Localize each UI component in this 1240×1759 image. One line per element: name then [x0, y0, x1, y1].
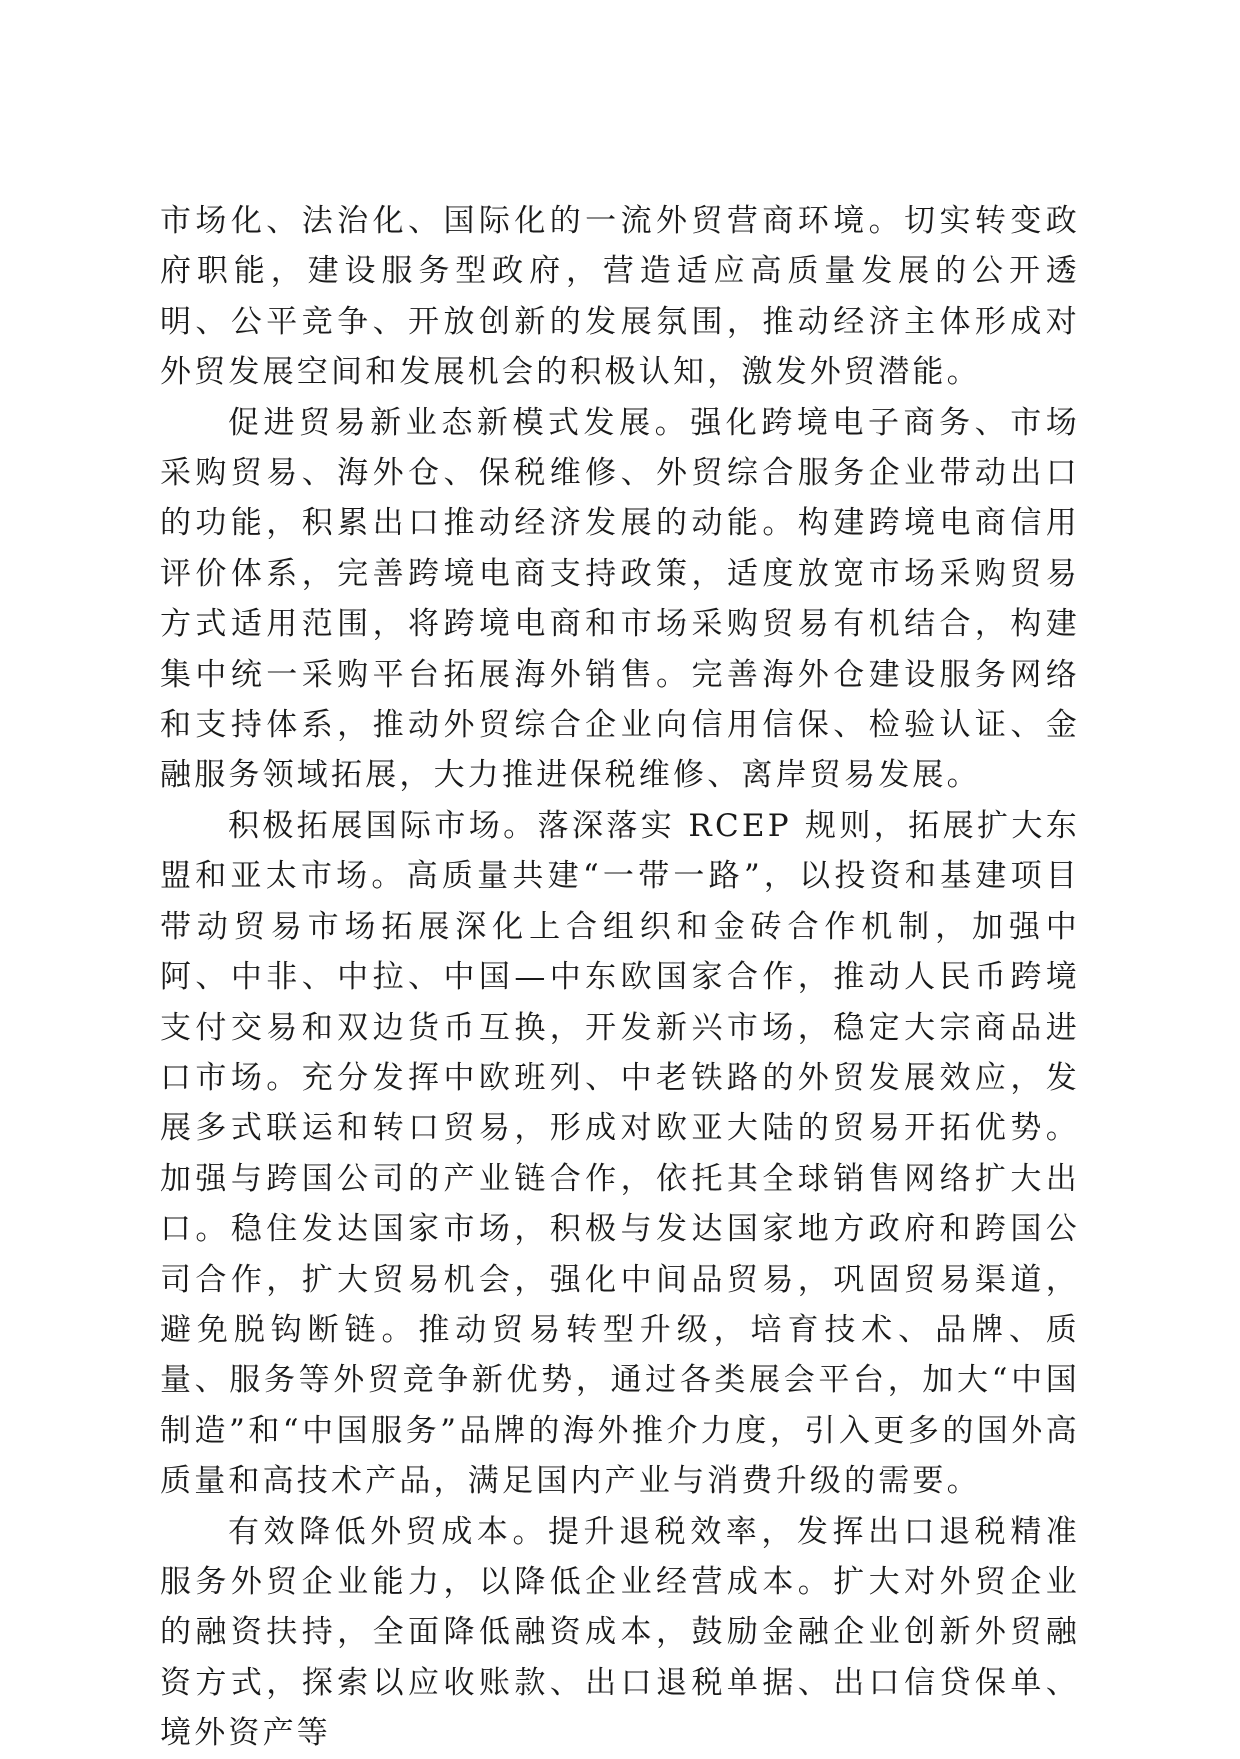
document-body — [160, 196, 1080, 1759]
paragraph-new-trade-models: 促进贸易新业态新模式发展。强化跨境电子商务、市场采购贸易、海外仓、保税维修、外贸综合服务企业带动出口的功能，积累出口推动经济发展的动能。构建跨境电商信用评价体系，完善跨境电商支持政策，适度放宽市场采购贸易方式适用范围，将跨境电商和市场采购贸易有机结合，构建集中统一采购平台拓展海外销售。完善海外仓建设服务网络和支持体系，推动外贸综合企业向信用信保、检验认证、金融服务领域拓展，大力推进保税维修、离岸贸易发展。 — [160, 404, 1080, 794]
paragraph-international-markets: 积极拓展国际市场。落深落实 RCEP 规则，拓展扩大东盟和亚太市场。高质量共建“一带一路”，以投资和基建项目带动贸易市场拓展深化上合组织和金砖合作机制，加强中阿、中非、中拉、中国—中东欧国家合作，推动人民币跨境支付交易和双边货币互换，开发新兴市场，稳定大宗商品进口市场。充分发挥中欧班列、中老铁路的外贸发展效应，发展多式联运和转口贸易，形成对欧亚大陆的贸易开拓优势。加强与跨国公司的产业链合作，依托其全球销售网络扩大出口。稳住发达国家市场，积极与发达国家地方政府和跨国公司合作，扩大贸易机会，强化中间品贸易，巩固贸易渠道，避免脱钩断链。推动贸易转型升级，培育技术、品牌、质量、服务等外贸竞争新优势，通过各类展会平台，加大“中国制造”和“中国服务”品牌的海外推介力度，引入更多的国外高质量和高技术产品，满足国内产业与消费升级的需要。 — [160, 807, 1080, 1500]
paragraph-continuation: 市场化、法治化、国际化的一流外贸营商环境。切实转变政府职能，建设服务型政府，营造适应高质量发展的公开透明、公平竞争、开放创新的发展氛围，推动经济主体形成对外贸发展空间和发展机会的积极认知，激发外贸潜能。 — [160, 203, 1080, 391]
paragraph-reduce-trade-costs: 有效降低外贸成本。提升退税效率，发挥出口退税精准服务外贸企业能力，以降低企业经营成本。扩大对外贸企业的融资扶持，全面降低融资成本，鼓励金融企业创新外贸融资方式，探索以应收账款、出口退税单据、出口信贷保单、境外资产等 — [160, 1513, 1080, 1752]
